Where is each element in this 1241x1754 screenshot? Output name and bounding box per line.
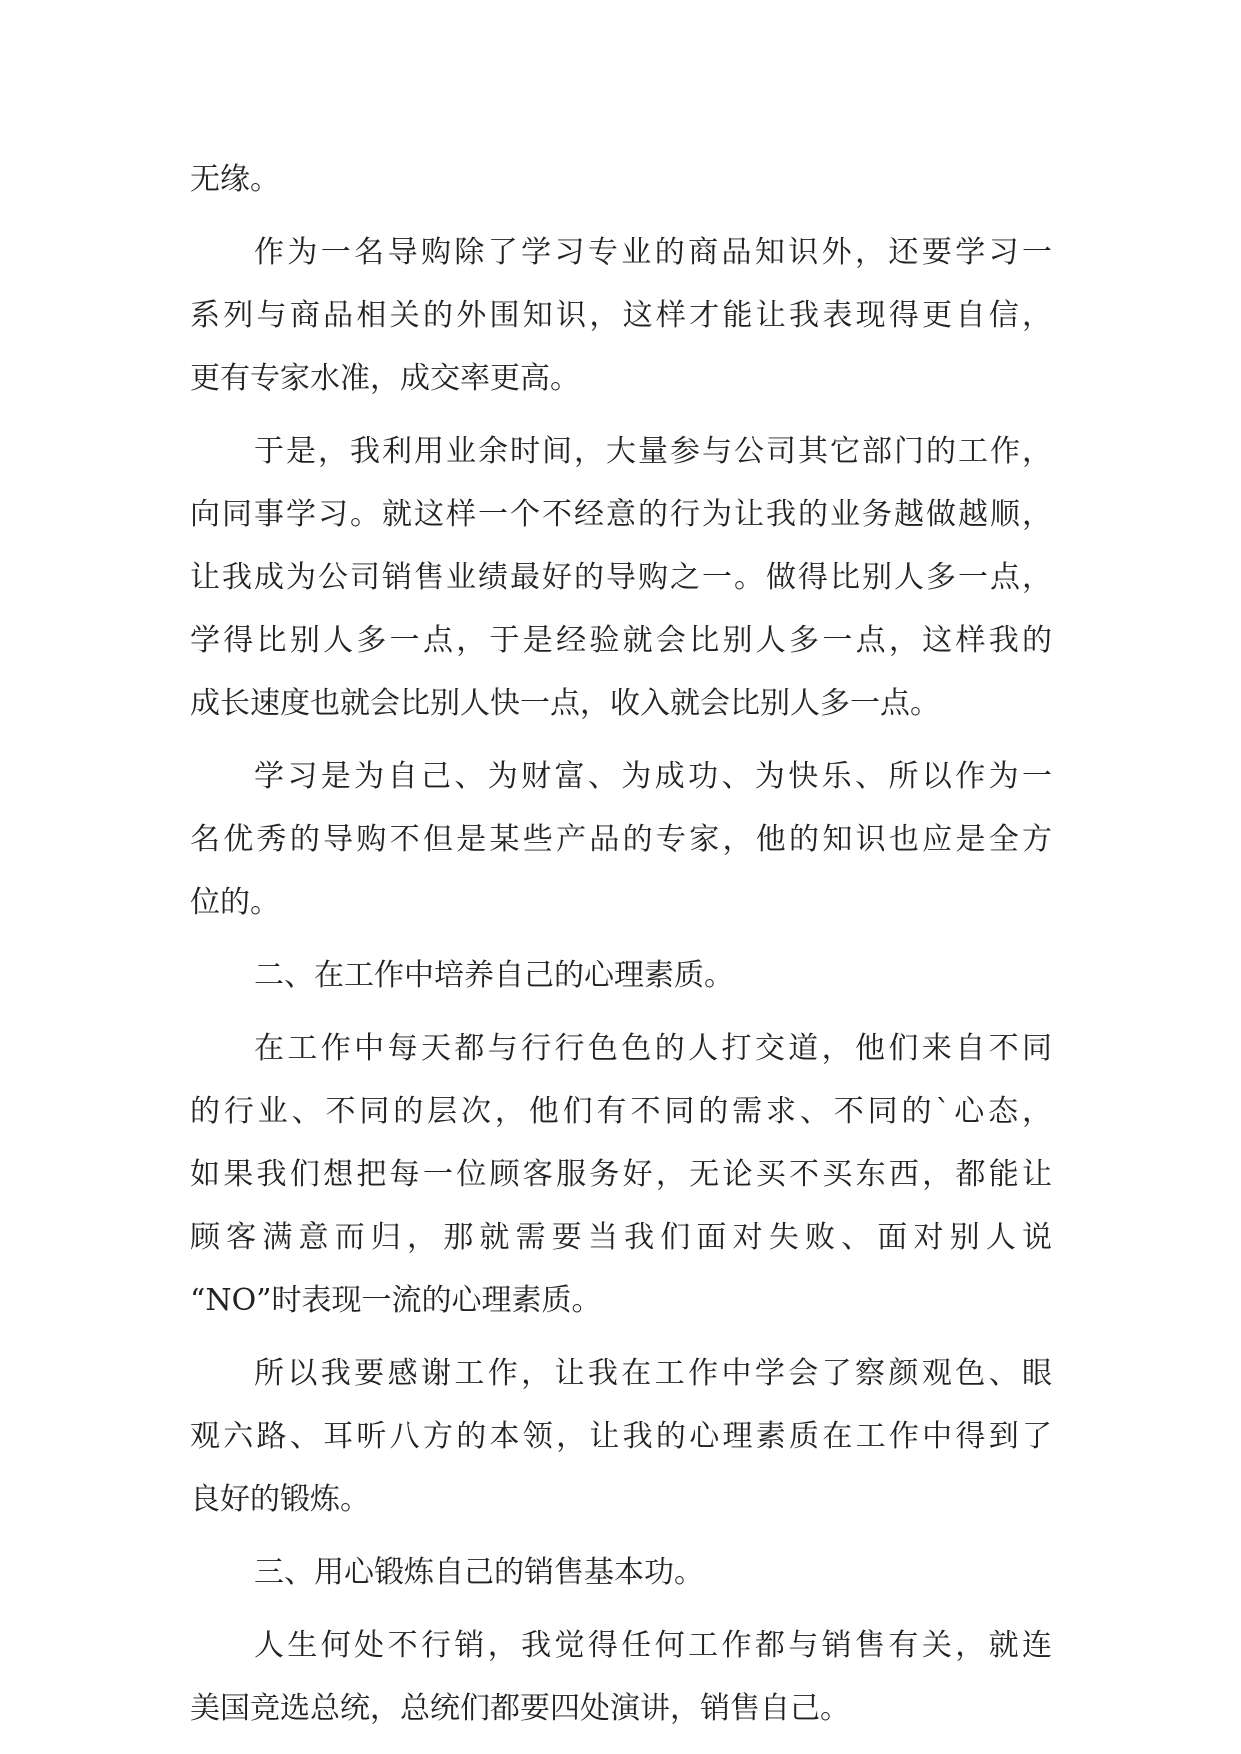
paragraph [190, 148, 1052, 211]
text-line: 在工作中每天都与行行色色的人打交道，他们来自不同 [254, 1031, 1052, 1066]
paragraph [190, 420, 1052, 735]
text-line: 的行业、不同的层次，他们有不同的需求、不同的`心态， [190, 1094, 1052, 1129]
text-line: 作为一名导购除了学习专业的商品知识外，还要学习一 [254, 235, 1052, 270]
text-line: 二、在工作中培养自己的心理素质。 [254, 958, 734, 993]
text-line: 学得比别人多一点，于是经验就会比别人多一点，这样我的 [190, 623, 1052, 658]
section-heading [190, 944, 1052, 1007]
text-line: 向同事学习。就这样一个不经意的行为让我的业务越做越顺， [190, 497, 1052, 532]
text-line: 让我成为公司销售业绩最好的导购之一。做得比别人多一点， [190, 560, 1052, 595]
text-line: 良好的锻炼。 [190, 1482, 370, 1517]
text-line: 所以我要感谢工作，让我在工作中学会了察颜观色、眼 [254, 1356, 1052, 1391]
paragraph [190, 1017, 1052, 1332]
text-line: 美国竞选总统，总统们都要四处演讲，销售自己。 [190, 1691, 850, 1726]
text-line: 三、用心锻炼自己的销售基本功。 [254, 1555, 704, 1590]
text-line: 如果我们想把每一位顾客服务好，无论买不买东西，都能让 [190, 1157, 1052, 1192]
text-line: 无缘。 [190, 162, 280, 197]
text-line: “NO”时表现一流的心理素质。 [190, 1283, 602, 1318]
text-line: 顾客满意而归，那就需要当我们面对失败、面对别人说 [190, 1220, 1052, 1255]
section-heading [190, 1541, 1052, 1604]
text-line: 观六路、耳听八方的本领，让我的心理素质在工作中得到了 [190, 1419, 1052, 1454]
paragraph [190, 745, 1052, 934]
paragraph [190, 1342, 1052, 1531]
text-line: 学习是为自己、为财富、为成功、为快乐、所以作为一 [254, 759, 1052, 794]
paragraph [190, 1614, 1052, 1740]
text-line: 人生何处不行销，我觉得任何工作都与销售有关，就连 [254, 1628, 1052, 1663]
document-body [190, 148, 1052, 1740]
text-line: 位的。 [190, 885, 280, 920]
text-line: 更有专家水准，成交率更高。 [190, 361, 580, 396]
text-line: 名优秀的导购不但是某些产品的专家，他的知识也应是全方 [190, 822, 1052, 857]
text-line: 成长速度也就会比别人快一点，收入就会比别人多一点。 [190, 686, 940, 721]
paragraph [190, 221, 1052, 410]
text-line: 于是，我利用业余时间，大量参与公司其它部门的工作， [254, 434, 1052, 469]
text-line: 系列与商品相关的外围知识，这样才能让我表现得更自信， [190, 298, 1052, 333]
